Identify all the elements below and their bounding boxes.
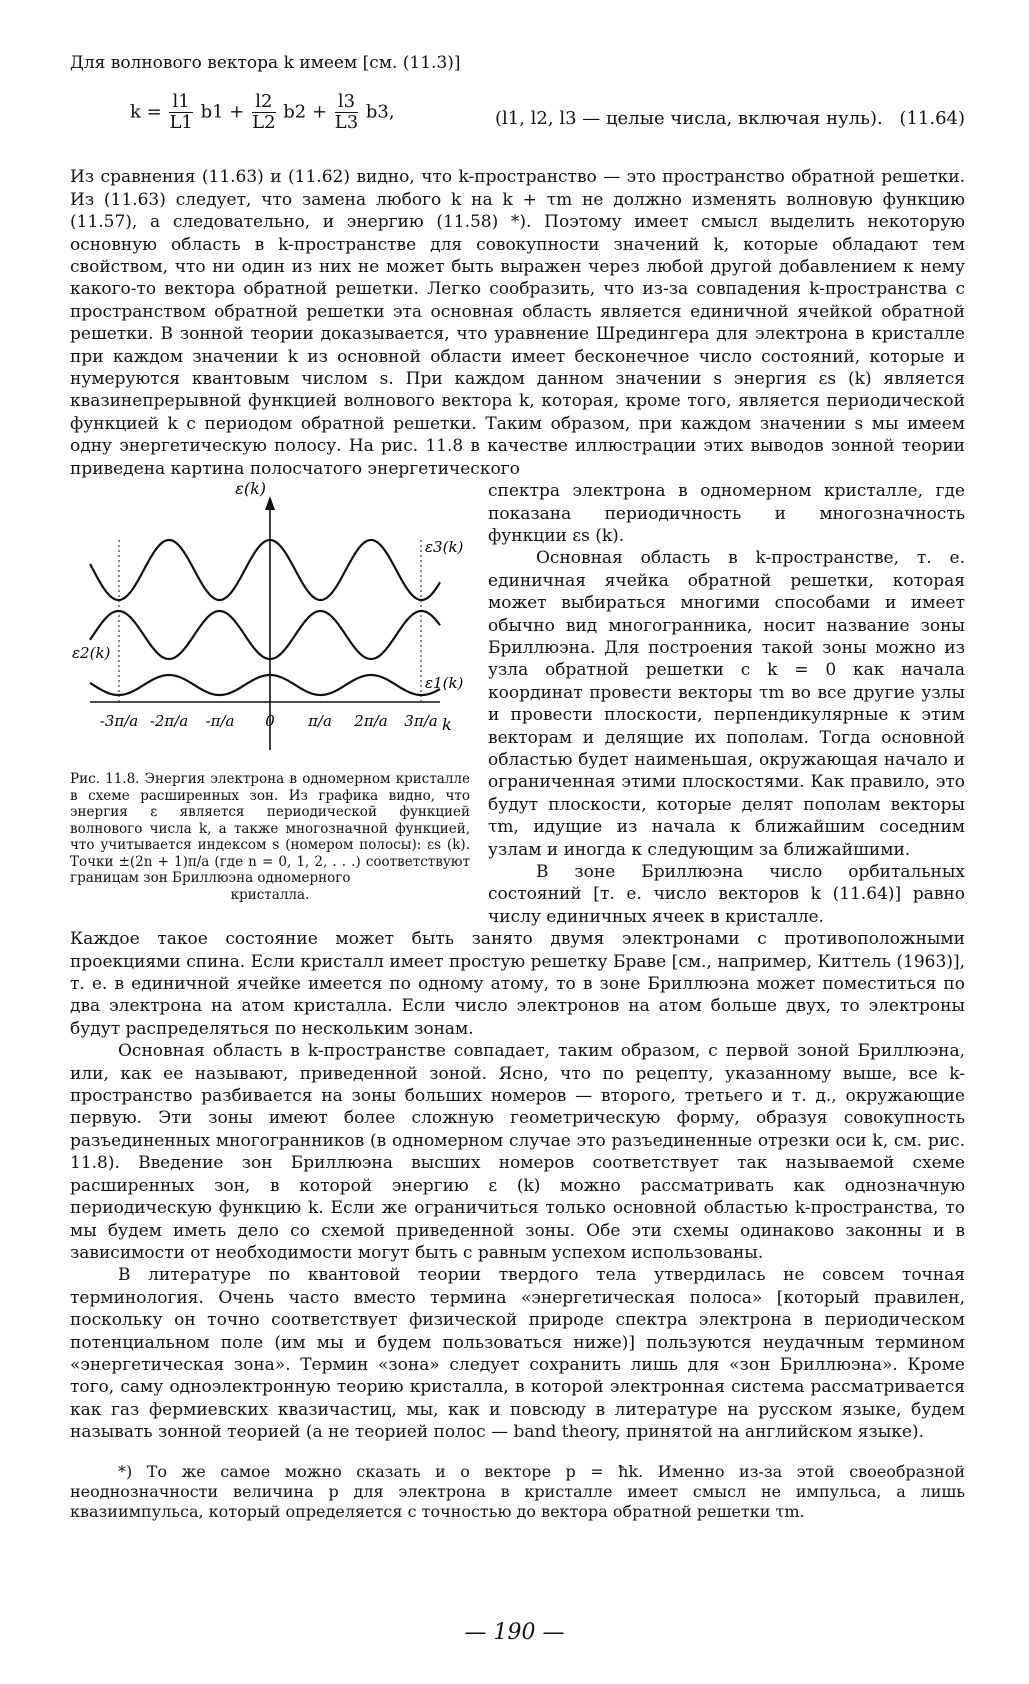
formula-number: (11.64) [899,108,965,130]
band-diagram [70,480,470,765]
e2-label: ε2(k) [72,644,111,663]
caption-text: Энергия электрона в одномерном кристалле в схеме расширенных зон. Из графика видно, что энергия ε является периодической функцией волнового числа k, а также многозначной функцией, что учитывается индексом s (номером полосы): εs (k). Точки ±(2n + 1)π/a (где n = 0, 1, 2, . . .) соответствуют границам зон Бриллюэна одномерного [70,771,470,887]
fraction-3: $\frac{l3}{L3}$ [334,91,359,134]
tick-label: π/a [308,712,332,731]
page-content [70,52,965,1522]
term-b1: b1 + [200,101,245,123]
term-b3: b3, [365,101,395,123]
fraction-2: $\frac{l2}{L2}$ [252,91,276,134]
e1-label: ε1(k) [425,674,464,693]
tick-label: -2π/a [149,712,189,731]
right-column [488,480,965,928]
right-paragraph-2: Основная область в k-пространстве, т. е. единичная ячейка обратной решетки, которая может выбираться многими способами и имеет обычно вид многогранника, носит название зоны Бриллюэна. Для построения такой зоны можно из узла обратной решетки с k = 0 как начала координат провести векторы τm во все другие узлы и провести плоскости, перпендикулярные к этим векторам и делящие их пополам. Тогда основной областью будет наименьшая, окружающая начало и ограниченная этими плоскостями. Как правило, это будут плоскости, которые делят пополам векторы τm, идущие из начала к ближайшим соседним узлам и иногда к следующим за ближайшими. [488,548,965,860]
y-axis-label: ε(k) [235,480,266,499]
y-axis-arrow [265,496,275,510]
footnote-text: *) То же самое можно сказать и о векторе p = ħk. Именно из-за этой своеобразной неоднозначности величина p для электрона в кристалле имеет смысл не импульса, а лишь квазиимпульса, который определяется с точностью до вектора обратной решетки τm. [70,1461,965,1521]
right-paragraph-1: спектра электрона в одномерном кристалле, где показана периодичность и многозначность функции εs (k). [488,481,965,546]
right-paragraph-3: В зоне Бриллюэна число орбитальных состояний [т. е. число векторов k (11.64)] равно числу единичных ячеек в кристалле. [488,862,965,927]
footnote [70,1462,965,1522]
paragraph-3: Основная область в k-пространстве совпадает, таким образом, с первой зоной Бриллюэна, или, как ее называют, приведенной зоной. Ясно, что по рецепту, указанному выше, все k-пространство разбивается на зоны больших номеров — второго, третьего и т. д., окружающие первую. Эти зоны имеют более сложную геометрическую форму, образуя совокупность разъединенных многогранников (в одномерном случае это разъединенные отрезки оси k, см. рис. 11.8). Введение зон Бриллюэна высших номеров соответствует так называемой схеме расширенных зон, в которой энергию ε (k) можно рассматривать как однозначную периодическую функцию k. Если же ограничиться только основной областью k-пространства, то мы будем иметь дело со схемой приведенной зоны. Обе эти схемы одинаково законны и в зависимости от необходимости могут быть с равным успехом использованы. [70,1041,965,1263]
formula-condition: (l1, l2, l3 — целые числа, включая нуль). [495,108,883,130]
tick-label: 0 [265,712,275,731]
e3-label: ε3(k) [425,538,464,557]
figure-row [70,480,965,928]
k-axis-label: k [442,715,452,735]
band-e3-curve [90,540,440,600]
tick-label: -3π/a [99,712,139,731]
caption-last: кристалла. [230,886,310,903]
figure-caption [70,771,470,903]
paragraph-1: Из сравнения (11.63) и (11.62) видно, что k-пространство — это пространство обратной решетки. Из (11.63) следует, что замена любого k на k + τm не должно изменять волновую функцию (11.57), а следовательно, и энергию (11.58) *). Поэтому имеет смысл выделить некоторую основную область в k-пространстве для совокупности значений k, которые обладают тем свойством, что ни один из них не может быть выражен через любой другой добавлением к нему какого-то вектора обратной решетки. Легко сообразить, что из-за совпадения k-пространства с пространством обратной решетки эта основная область является единичной ячейкой обратной решетки. В зонной теории доказывается, что уравнение Шредингера для электрона в кристалле при каждом значении k из основной области имеет бесконечное число состояний, которые и нумеруются квантовым числом s. При каждом данном значении s энергия εs (k) является квазинепрерывной функцией волнового вектора k, которая, кроме того, является периодической функцией k с периодом обратной решетки. Таким образом, при каждом значении s мы имеем одну энергетическую полосу. На рис. 11.8 в качестве иллюстрации этих выводов зонной теории приведена картина полосчатого энергетического [70,167,965,479]
tick-label: 3π/a [404,712,438,731]
caption-title: Рис. 11.8. [70,771,140,788]
fraction-1: $\frac{l1}{L1}$ [169,91,193,134]
tick-label: 2π/a [354,712,388,731]
tick-label: -π/a [205,712,235,731]
paragraph-4: В литературе по квантовой теории твердого тела утвердилась не совсем точная терминология. Очень часто вместо термина «энергетическая полоса» [который правилен, поскольку он точно соответствует физической природе спектра электрона в периодическом потенциальном поле (им мы и будем пользоваться ниже)] пользуются неудачным термином «энергетическая зона». Термин «зона» следует сохранить лишь для «зон Бриллюэна». Кроме того, саму одноэлектронную теорию кристалла, в которой электронная система рассматривается как газ фермиевских квазичастиц, мы, как и повсюду в литературе на русском языке, будем называть зонной теорией (а не теорией полос — band theory, принятой на английском языке). [70,1265,965,1443]
paragraph-2: Каждое такое состояние может быть занято двумя электронами с противоположными проекциями спина. Если кристалл имеет простую решетку Браве [см., например, Киттель (1963)], т. е. в единичной ячейке имеется по одному атому, то в зоне Бриллюэна может поместиться по два электрона на атом кристалла. Если число электронов на атом больше двух, то электроны будут распределяться по нескольким зонам. [70,929,965,1039]
band-e1-curve [90,675,440,695]
page-number: — 190 — [464,1620,565,1645]
term-b2: b2 + [283,101,328,123]
formula-lhs: k = [130,101,162,123]
tick-labels [100,712,438,730]
intro-line: Для волнового вектора k имеем [см. (11.3)] [70,53,461,73]
formula-11-64 [130,92,965,148]
figure-11-8 [70,480,470,928]
band-e2-curve [90,611,440,659]
